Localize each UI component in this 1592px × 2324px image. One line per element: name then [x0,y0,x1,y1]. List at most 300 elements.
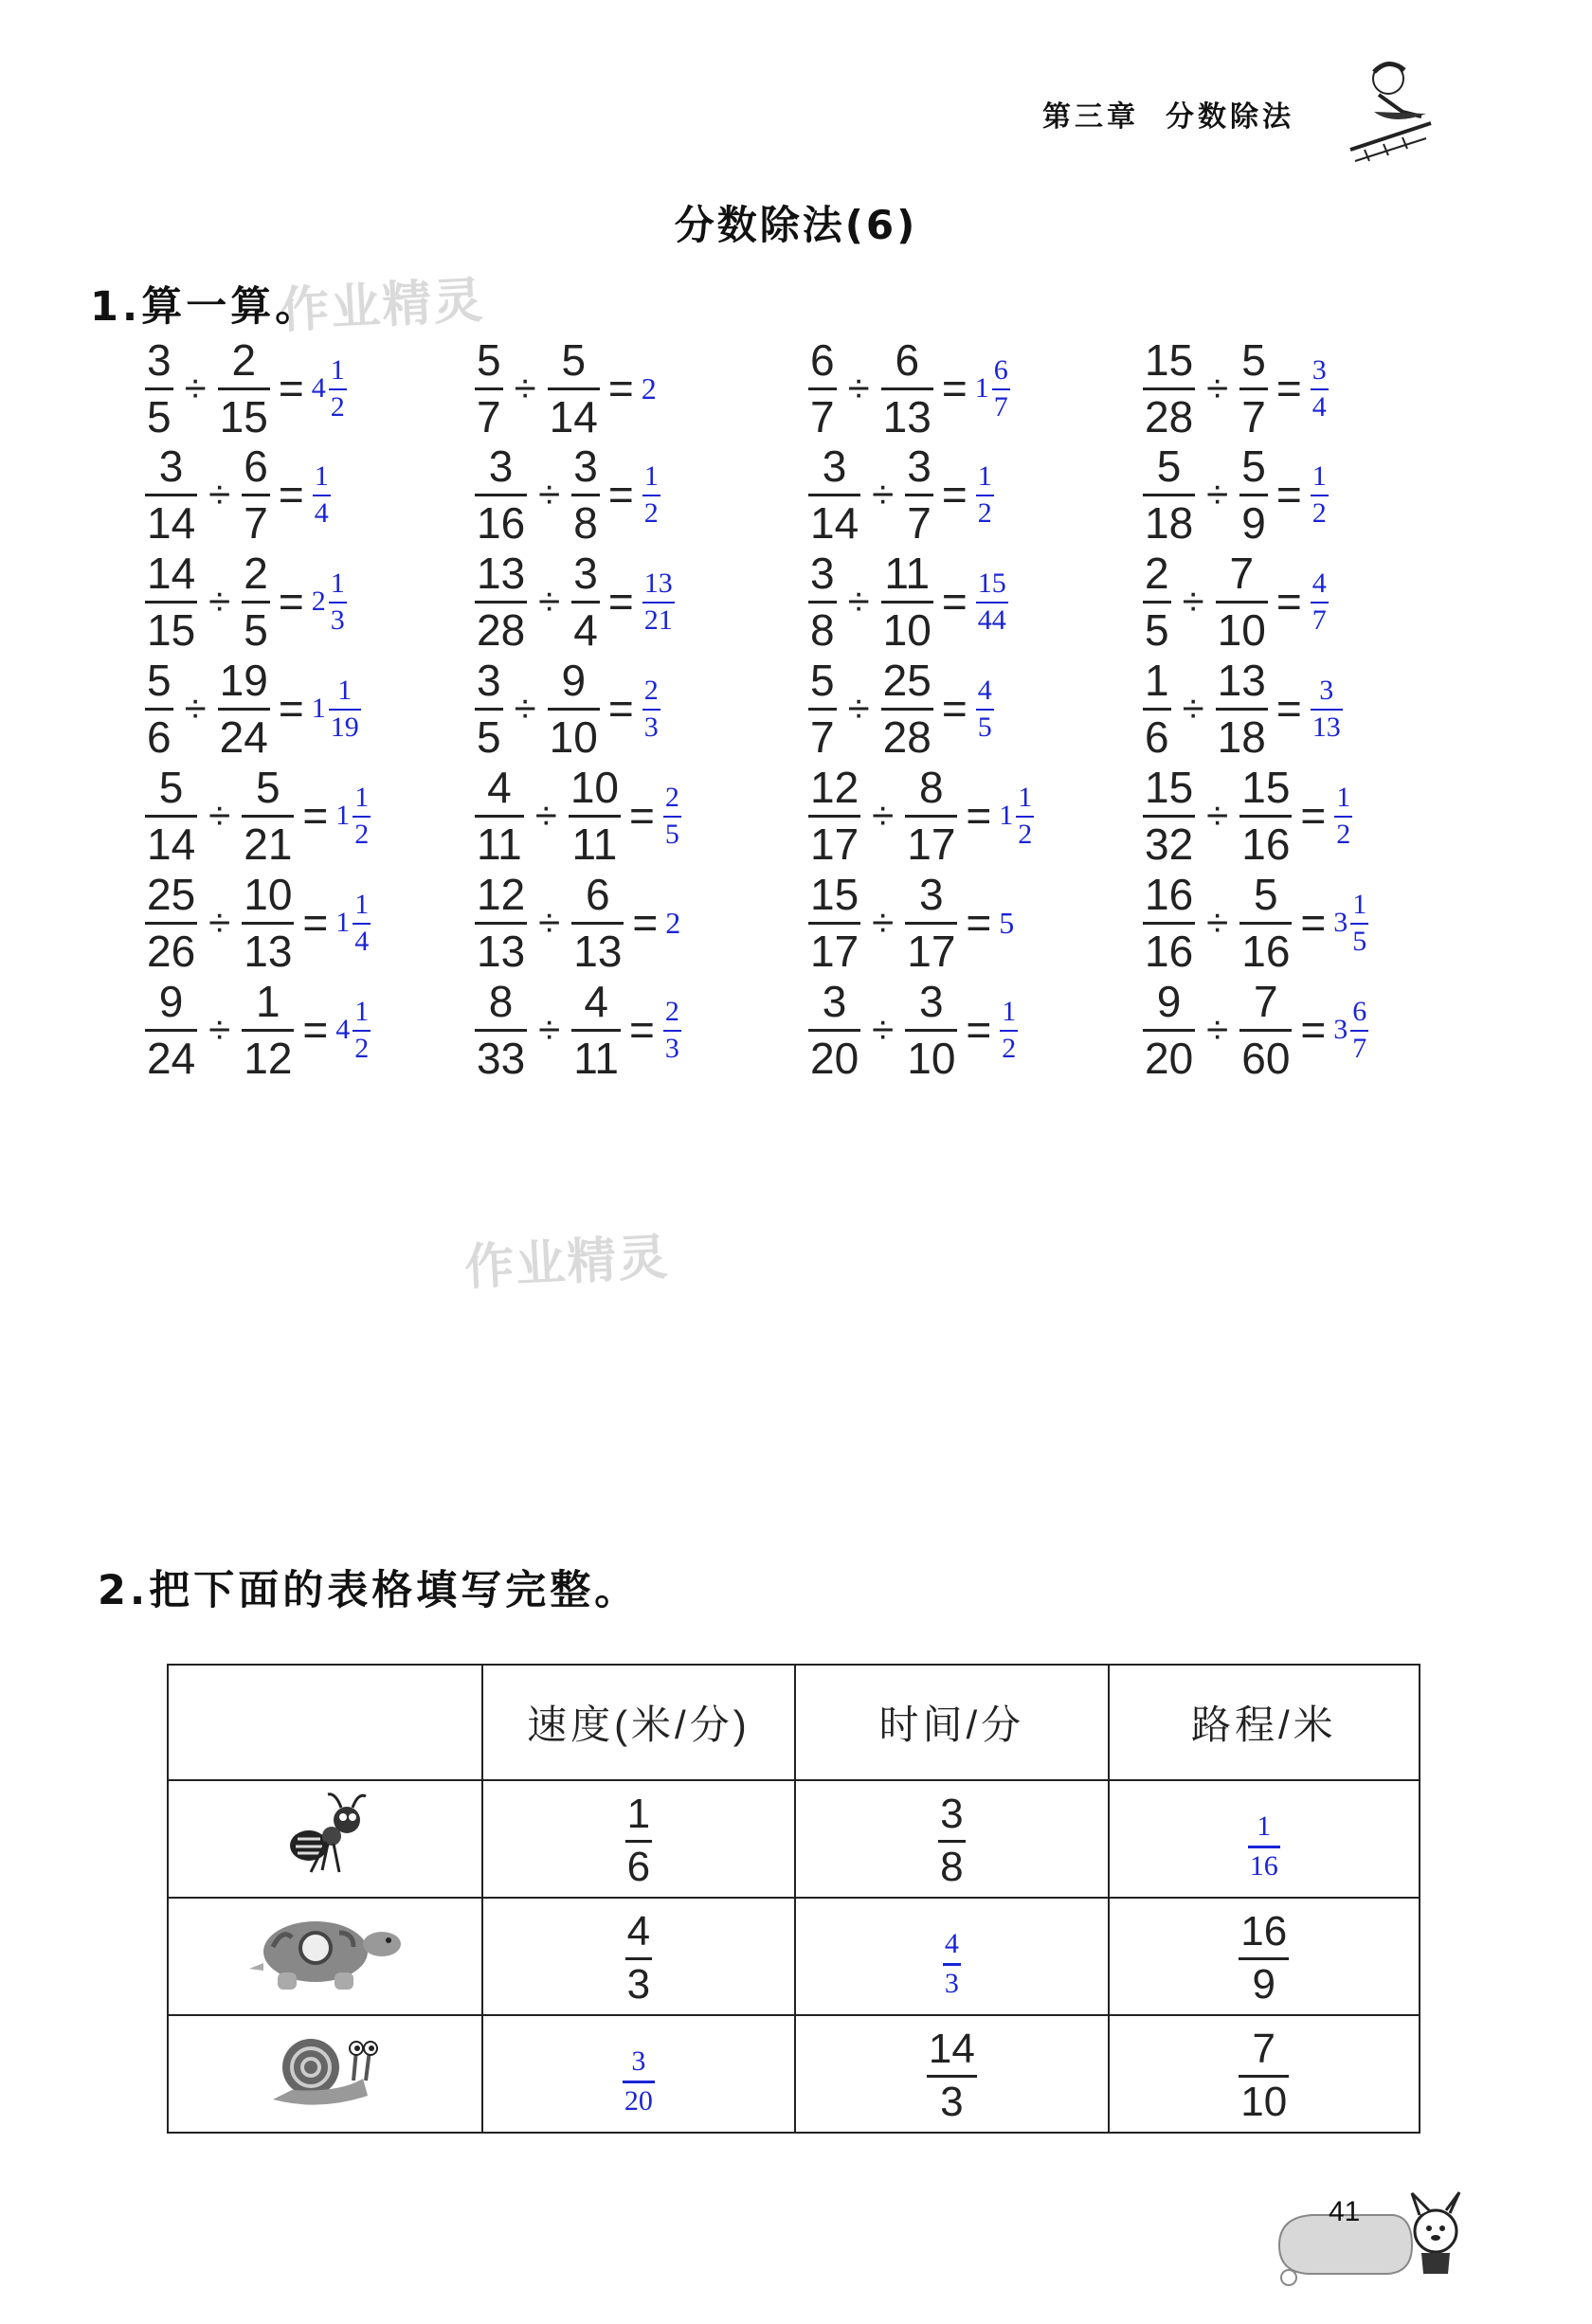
denominator: 7 [907,498,932,548]
equals-sign: = [941,470,968,519]
numerator: 13 [1217,656,1266,705]
numerator: 9 [158,977,184,1026]
divisor-fraction [548,656,600,762]
time-cell [795,1780,1108,1898]
divisor-fraction [242,549,270,655]
denominator: 44 [977,604,1006,636]
denominator: 2 [977,496,992,529]
equals-sign: = [278,364,304,413]
divide-sign: ÷ [847,366,870,410]
numerator: 10 [570,763,619,812]
numerator: 5 [561,335,587,385]
answer [311,353,348,423]
denominator: 28 [1145,392,1194,441]
divide-sign: ÷ [1206,1007,1229,1052]
answer [999,995,1019,1064]
answer-fraction [992,353,1010,423]
answer-fraction [1350,888,1368,957]
denominator: 5 [977,711,992,743]
division-problem [472,657,661,761]
division-problem [472,442,661,547]
divisor-fraction [1216,656,1268,762]
answer-integer: 2 [665,905,681,940]
divisor-fraction [1239,763,1292,869]
denominator: 3 [940,2078,964,2125]
table-header-cell: 路程/米 [1109,1665,1420,1780]
division-problem [805,442,995,547]
denominator: 17 [810,927,859,976]
numerator: 15 [1145,763,1194,812]
denominator: 13 [573,927,623,976]
numerator: 3 [907,441,932,491]
chapter-header [1042,93,1321,135]
equals-sign: = [629,791,655,840]
denominator: 5 [477,712,501,762]
denominator: 16 [477,498,526,548]
divide-sign: ÷ [872,900,895,945]
divide-sign: ÷ [538,1007,561,1052]
denominator: 3 [643,711,659,743]
equals-sign: = [278,577,304,626]
numerator: 1 [1018,781,1033,813]
page-number: 41 [1329,2196,1361,2227]
numerator: 3 [1312,353,1327,386]
denominator: 6 [1145,712,1169,762]
denominator: 7 [993,390,1008,423]
answer [1333,781,1353,850]
answer [335,781,371,850]
divisor-fraction [881,656,933,762]
denominator: 20 [624,2084,653,2117]
denominator: 4 [354,925,370,957]
speed-fraction [625,1907,652,2008]
dividend-fraction [475,549,527,655]
denominator: 11 [571,820,618,869]
numerator: 1 [1336,781,1351,813]
divide-sign: ÷ [1206,793,1229,838]
numerator: 14 [928,2025,975,2072]
equals-sign: = [278,684,304,733]
divide-sign: ÷ [847,579,870,623]
division-problem [142,549,348,654]
dividend-fraction [145,549,197,655]
numerator: 7 [1252,2025,1276,2072]
dividend-fraction [475,656,503,762]
denominator: 12 [244,1034,293,1083]
dividend-fraction [145,870,197,976]
dividend-fraction [145,977,197,1083]
answer-fraction [1000,995,1018,1064]
distance-cell [1109,2015,1420,2133]
answer [642,459,661,529]
equals-sign: = [632,898,659,947]
denominator: 13 [1312,711,1341,743]
denominator: 15 [147,605,196,655]
numerator: 1 [330,567,345,599]
numerator: 2 [643,674,659,706]
numerator: 1 [337,674,353,706]
division-problem [142,764,371,868]
skater-icon [1336,55,1440,169]
numerator: 3 [631,2045,646,2077]
division-problem [1140,764,1353,868]
division-problem [142,442,332,547]
division-problem [142,657,362,761]
denominator: 8 [810,605,835,655]
numerator: 5 [147,656,172,705]
numerator: 5 [1241,335,1266,385]
numerator: 3 [810,549,835,598]
equals-sign: = [302,898,329,947]
answer-whole: 1 [974,372,989,404]
equals-sign: = [1275,684,1302,733]
table-row [168,2015,1420,2133]
divisor-fraction [571,870,624,976]
denominator: 11 [477,820,522,869]
divisor-fraction [242,870,294,976]
dividend-fraction [1143,441,1195,548]
dividend-fraction [808,763,860,869]
denominator: 4 [573,605,598,655]
animal-cell [168,1780,482,1898]
answer-fraction [642,459,660,529]
numerator: 5 [256,763,280,812]
answer [312,676,362,742]
denominator: 15 [219,392,268,441]
answer-fraction [943,1927,961,1999]
denominator: 9 [1252,1960,1276,2008]
denominator: 2 [643,496,659,529]
numerator: 13 [477,549,526,598]
chapter-label: 第三章 [1042,100,1139,134]
denominator: 33 [477,1034,526,1083]
answer [642,371,657,406]
numerator: 3 [919,870,944,919]
dividend-fraction [1143,763,1195,869]
answer-fraction [1311,676,1343,742]
denominator: 26 [147,927,196,976]
divide-sign: ÷ [872,793,895,838]
denominator: 13 [882,392,932,441]
dividend-fraction [475,441,527,548]
numerator: 5 [810,656,835,705]
denominator: 14 [147,498,196,548]
denominator: 5 [664,818,679,850]
section2-heading: 2.把下面的表格填写完整。 [98,1567,640,1614]
page-number-badge [1270,2179,1469,2293]
divisor-fraction [218,656,270,762]
divide-sign: ÷ [538,579,561,623]
speed-fraction [625,1790,652,1890]
numerator: 3 [573,549,598,598]
divide-sign: ÷ [538,900,561,945]
time-fraction [938,1790,965,1890]
denominator: 14 [549,392,598,441]
denominator: 17 [907,820,956,869]
dividend-fraction [808,977,860,1083]
equals-sign: = [302,791,329,840]
denominator: 7 [1352,1032,1367,1064]
denominator: 10 [1217,605,1266,655]
numerator: 1 [1145,656,1169,705]
denominator: 13 [244,927,293,976]
equals-sign: = [966,791,992,840]
answer-integer: 5 [999,905,1015,940]
dividend-fraction [475,335,503,441]
division-problem [1140,336,1330,441]
division-problem [142,978,371,1082]
answer-fraction [976,459,994,529]
equals-sign: = [607,364,634,413]
denominator: 60 [1241,1034,1291,1083]
denominator: 14 [147,820,196,869]
table-row [168,1898,1420,2015]
numerator: 1 [354,995,370,1027]
divisor-fraction [1216,549,1268,655]
division-problem [472,871,680,975]
answer-whole: 4 [335,1014,351,1045]
answer [975,569,1009,635]
dividend-fraction [1143,977,1195,1083]
denominator: 2 [1002,1032,1017,1064]
answer [662,995,682,1064]
divisor-fraction [242,977,294,1083]
numerator: 12 [477,870,526,919]
denominator: 19 [330,711,359,743]
answer [312,569,348,635]
denominator: 14 [810,498,859,548]
divisor-fraction [905,977,957,1083]
numerator: 2 [1145,549,1169,598]
equals-sign: = [607,684,634,733]
divide-sign: ÷ [534,793,557,838]
answer [335,995,371,1064]
numerator: 6 [895,335,920,385]
division-problem [1140,442,1330,547]
divide-sign: ÷ [208,1007,231,1052]
dividend-fraction [1143,335,1195,441]
numerator: 1 [643,459,659,492]
divide-sign: ÷ [1206,900,1229,945]
answer-fraction [1016,781,1034,850]
division-problem [805,871,1014,975]
denominator: 3 [626,1960,651,2008]
numerator: 3 [822,977,847,1026]
dividend-fraction [808,549,837,655]
divide-sign: ÷ [1182,579,1204,623]
numerator: 2 [231,335,257,385]
division-problem [472,764,682,868]
numerator: 6 [993,353,1008,386]
distance-fraction [1239,1907,1289,2008]
equals-sign: = [607,470,634,519]
denominator: 5 [244,605,268,655]
numerator: 3 [919,977,944,1026]
numerator: 3 [477,656,501,705]
divisor-fraction [218,335,270,441]
answer-fraction [663,995,681,1064]
numerator: 3 [940,1790,964,1837]
answer [1333,888,1369,957]
answer [1310,353,1330,423]
division-problem [1140,549,1330,654]
answer-whole: 3 [1333,1014,1348,1045]
divide-sign: ÷ [208,472,231,516]
divisor-fraction [905,763,957,869]
denominator: 7 [810,392,835,441]
answer-fraction [1311,569,1329,635]
equals-sign: = [607,577,634,626]
answer [1333,995,1369,1064]
denominator: 2 [330,390,345,423]
numerator: 9 [561,656,587,705]
equals-sign: = [302,1005,329,1054]
numerator: 25 [147,870,196,919]
denominator: 32 [1145,820,1194,869]
denominator: 17 [907,927,956,976]
ant-icon [273,1787,377,1882]
numerator: 12 [810,763,859,812]
time-fraction [927,2025,977,2125]
answer-fraction [1350,995,1368,1064]
numerator: 6 [1352,995,1367,1027]
numerator: 16 [1240,1907,1288,1955]
denominator: 10 [907,1034,956,1083]
answer-whole: 2 [311,586,326,617]
answer-fraction [329,569,347,635]
equals-sign: = [941,577,968,626]
denominator: 8 [940,1843,964,1890]
numerator: 7 [1229,549,1255,598]
division-problem [472,336,657,441]
denominator: 2 [1018,818,1033,850]
denominator: 20 [1145,1034,1194,1083]
denominator: 18 [1217,712,1266,762]
numerator: 4 [487,763,512,812]
divisor-fraction [571,549,600,655]
numerator: 15 [810,870,859,919]
divide-sign: ÷ [514,366,536,410]
denominator: 7 [810,712,835,762]
numerator: 1 [1002,995,1017,1027]
numerator: 4 [584,977,608,1026]
divide-sign: ÷ [208,579,231,623]
dividend-fraction [145,441,197,548]
numerator: 9 [1156,977,1182,1026]
dividend-fraction [475,870,527,976]
numerator: 14 [147,549,196,598]
equals-sign: = [966,898,992,947]
denominator: 16 [1145,927,1194,976]
numerator: 19 [219,656,268,705]
watermark: 作业精灵 [278,272,486,340]
division-problem [142,871,371,975]
numerator: 3 [822,441,847,491]
division-problem [472,978,682,1082]
denominator: 16 [1241,820,1291,869]
speed-cell [482,1780,795,1898]
divisor-fraction [571,441,600,548]
division-problem [805,657,995,761]
numerator: 5 [477,335,501,385]
division-problem [142,336,348,441]
divide-sign: ÷ [1206,472,1229,516]
numerator: 3 [573,441,598,491]
equals-sign: = [941,684,968,733]
answer-fraction [976,569,1008,635]
dividend-fraction [1143,870,1195,976]
numerator: 4 [626,1907,651,1955]
numerator: 1 [1257,1810,1272,1842]
time-cell [795,1898,1108,2015]
denominator: 4 [314,496,329,529]
denominator: 13 [477,927,526,976]
numerator: 3 [488,441,514,491]
numerator: 15 [1241,763,1291,812]
divide-sign: ÷ [184,686,207,730]
equals-sign: = [1300,791,1327,840]
denominator: 10 [1240,2078,1288,2125]
answer-whole: 1 [335,800,351,831]
numerator: 11 [884,549,931,598]
answer [642,569,676,635]
denominator: 5 [1145,605,1169,655]
numerator: 5 [1254,870,1278,919]
dividend-fraction [145,763,197,869]
numerator: 25 [882,656,932,705]
denominator: 2 [354,818,370,850]
divide-sign: ÷ [208,793,231,838]
equals-sign: = [629,1005,655,1054]
divisor-fraction [1239,441,1268,548]
dividend-fraction [808,335,837,441]
table-header-cell: 速度(米/分) [482,1665,795,1780]
answer-fraction [976,676,994,742]
dividend-fraction [475,763,524,869]
speed-cell [482,1898,795,2015]
equals-sign: = [1300,898,1327,947]
answer-fraction [642,676,660,742]
division-problem [472,549,676,654]
dividend-fraction [145,656,173,762]
denominator: 10 [882,605,932,655]
numerator: 15 [1145,335,1194,385]
dividend-fraction [808,870,860,976]
page-title: 分数除法(6) [674,202,918,248]
denominator: 24 [147,1034,196,1083]
denominator: 2 [1336,818,1351,850]
denominator: 8 [573,498,598,548]
numerator: 6 [810,335,835,385]
dividend-fraction [475,977,527,1083]
numerator: 1 [1352,888,1367,920]
speed-table [167,1664,1420,2134]
denominator: 10 [549,712,598,762]
division-problem [1140,978,1369,1082]
denominator: 5 [147,392,172,441]
distance-cell [1109,1898,1420,2015]
denominator: 3 [944,1967,959,1999]
answer [975,676,995,742]
equals-sign: = [1275,364,1302,413]
distance-fraction [1239,2025,1289,2125]
divide-sign: ÷ [872,472,895,516]
divide-sign: ÷ [1206,366,1229,410]
divisor-fraction [548,335,600,441]
denominator: 4 [1312,390,1327,423]
turtle-icon [244,1904,406,1999]
section1-heading: 1.算一算。 [90,283,320,331]
